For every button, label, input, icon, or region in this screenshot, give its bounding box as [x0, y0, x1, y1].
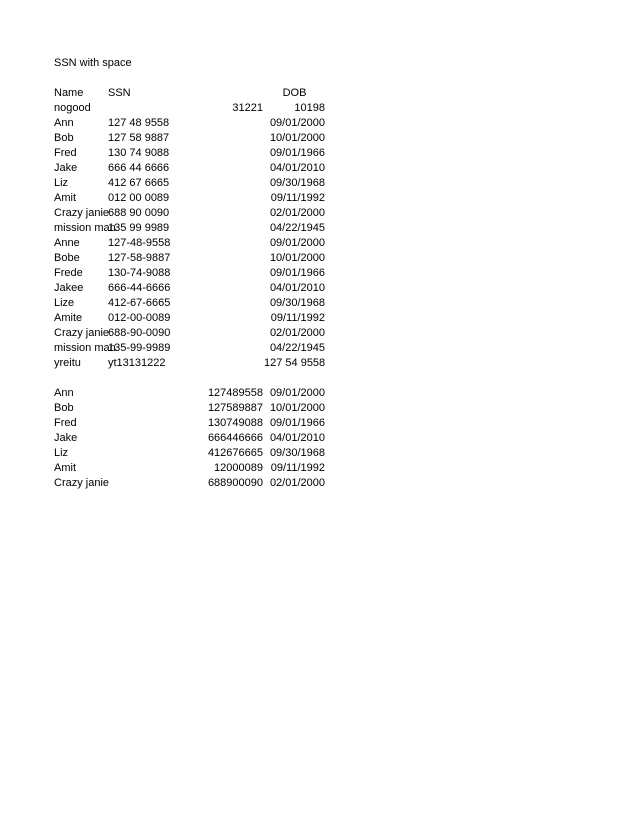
cell-ssn-number: 412676665: [207, 447, 263, 459]
cell-name: Fred: [54, 417, 77, 429]
cell-ssn: 688-90-0090: [108, 327, 171, 339]
table-row: [54, 341, 334, 356]
cell-name: Frede: [54, 267, 83, 279]
cell-dob: 02/01/2000: [269, 207, 325, 219]
cell-ssn-number: 130749088: [207, 417, 263, 429]
cell-number: 31221: [232, 102, 263, 114]
cell-ssn: 666 44 6666: [108, 162, 170, 174]
spreadsheet: [54, 56, 334, 491]
cell-dob: 09/30/1968: [269, 177, 325, 189]
cell-name: Ann: [54, 387, 74, 399]
cell-name: Crazy janie: [54, 327, 110, 339]
blank-row: [54, 71, 334, 86]
cell-ssn-number: 666446666: [207, 432, 263, 444]
table-row: [54, 146, 334, 161]
table-row: [54, 131, 334, 146]
table-row: [54, 416, 334, 431]
cell-dob: 04/22/1945: [269, 342, 325, 354]
cell-ssn: 135-99-9989: [108, 342, 171, 354]
cell-ssn: 130-74-9088: [108, 267, 171, 279]
table-row: [54, 401, 334, 416]
cell-name: Liz: [54, 177, 69, 189]
cell-name: Lize: [54, 297, 75, 309]
cell-name: Bob: [54, 132, 74, 144]
cell-ssn: 130 74 9088: [108, 147, 170, 159]
cell-ssn-number: 127489558: [207, 387, 263, 399]
table-row: [54, 356, 334, 371]
cell-dob: 09/11/1992: [270, 462, 325, 474]
table-row: [54, 311, 334, 326]
table-row: [54, 266, 334, 281]
table-row: [54, 296, 334, 311]
cell-name: Amite: [54, 312, 83, 324]
cell-ssn: 127-58-9887: [108, 252, 171, 264]
cell-dob: 127 54 9558: [264, 357, 326, 369]
cell-name: Bobe: [54, 252, 80, 264]
cell-dob: 02/01/2000: [269, 327, 325, 339]
cell-ssn-number: 12000089: [214, 462, 263, 474]
cell-dob: 09/30/1968: [269, 447, 325, 459]
cell-name: mission man: [54, 342, 116, 354]
table-row: [54, 176, 334, 191]
cell-name: Liz: [54, 447, 69, 459]
cell-name: nogood: [54, 102, 91, 114]
cell-name: Jakee: [54, 282, 84, 294]
cell-dob: 09/01/2000: [269, 117, 325, 129]
cell-dob: 10/01/2000: [269, 252, 325, 264]
cell-ssn-number: 127589887: [207, 402, 263, 414]
cell-name: Jake: [54, 162, 78, 174]
cell-dob: 04/01/2010: [269, 432, 325, 444]
cell-name: Jake: [54, 432, 78, 444]
cell-ssn: 666-44-6666: [108, 282, 171, 294]
table-row: [54, 236, 334, 251]
cell-ssn: 127-48-9558: [108, 237, 171, 249]
cell-ssn: 135 99 9989: [108, 222, 170, 234]
table-row: [54, 476, 334, 491]
table-row: [54, 446, 334, 461]
table-row: [54, 386, 334, 401]
cell-name: Amit: [54, 192, 76, 204]
cell-name: Amit: [54, 462, 76, 474]
cell-dob: 09/11/1992: [270, 312, 325, 324]
header-name: Name: [54, 87, 84, 99]
cell-dob: 04/01/2010: [269, 162, 325, 174]
cell-dob: 09/01/2000: [269, 237, 325, 249]
cell-dob: 09/30/1968: [269, 297, 325, 309]
table-row: [54, 206, 334, 221]
cell-dob: 10/01/2000: [269, 402, 325, 414]
cell-name: Crazy janie: [54, 477, 110, 489]
cell-dob: 09/01/2000: [269, 387, 325, 399]
cell-ssn: 412-67-6665: [108, 297, 171, 309]
cell-dob: 09/11/1992: [270, 192, 325, 204]
cell-ssn: 688 90 0090: [108, 207, 170, 219]
cell-dob: 09/01/1966: [269, 417, 325, 429]
cell-dob: 10/01/2000: [269, 132, 325, 144]
cell-name: Anne: [54, 237, 80, 249]
table-row: [54, 281, 334, 296]
table-row: [54, 221, 334, 236]
cell-dob: 04/22/1945: [269, 222, 325, 234]
cell-name: Fred: [54, 147, 77, 159]
cell-dob: 09/01/1966: [269, 147, 325, 159]
cell-ssn: 012-00-0089: [108, 312, 171, 324]
cell-ssn: 127 58 9887: [108, 132, 170, 144]
cell-dob: 04/01/2010: [269, 282, 325, 294]
cell-ssn-number: 688900090: [207, 477, 263, 489]
nogood-row: [54, 101, 334, 116]
cell-dob: 09/01/1966: [269, 267, 325, 279]
cell-name: Bob: [54, 402, 74, 414]
cell-name: Ann: [54, 117, 74, 129]
cell-name: mission man: [54, 222, 116, 234]
header-row: [54, 86, 334, 101]
header-dob: DOB: [282, 87, 307, 99]
table-row: [54, 191, 334, 206]
cell-ssn: 412 67 6665: [108, 177, 170, 189]
table-row: [54, 461, 334, 476]
cell-dob: 02/01/2000: [269, 477, 325, 489]
cell-ssn: 127 48 9558: [108, 117, 170, 129]
table-row: [54, 326, 334, 341]
table-row: [54, 116, 334, 131]
cell-name: Crazy janie: [54, 207, 110, 219]
table-row: [54, 251, 334, 266]
header-ssn: SSN: [108, 87, 131, 99]
table-row: [54, 431, 334, 446]
cell-name: yreitu: [54, 357, 81, 369]
table-row: [54, 161, 334, 176]
cell-ssn: yt13131222: [108, 357, 166, 369]
sheet-title: SSN with space: [54, 57, 132, 69]
blank-row: [54, 371, 334, 386]
cell-dob: 10198: [294, 102, 325, 114]
cell-ssn: 012 00 0089: [108, 192, 170, 204]
